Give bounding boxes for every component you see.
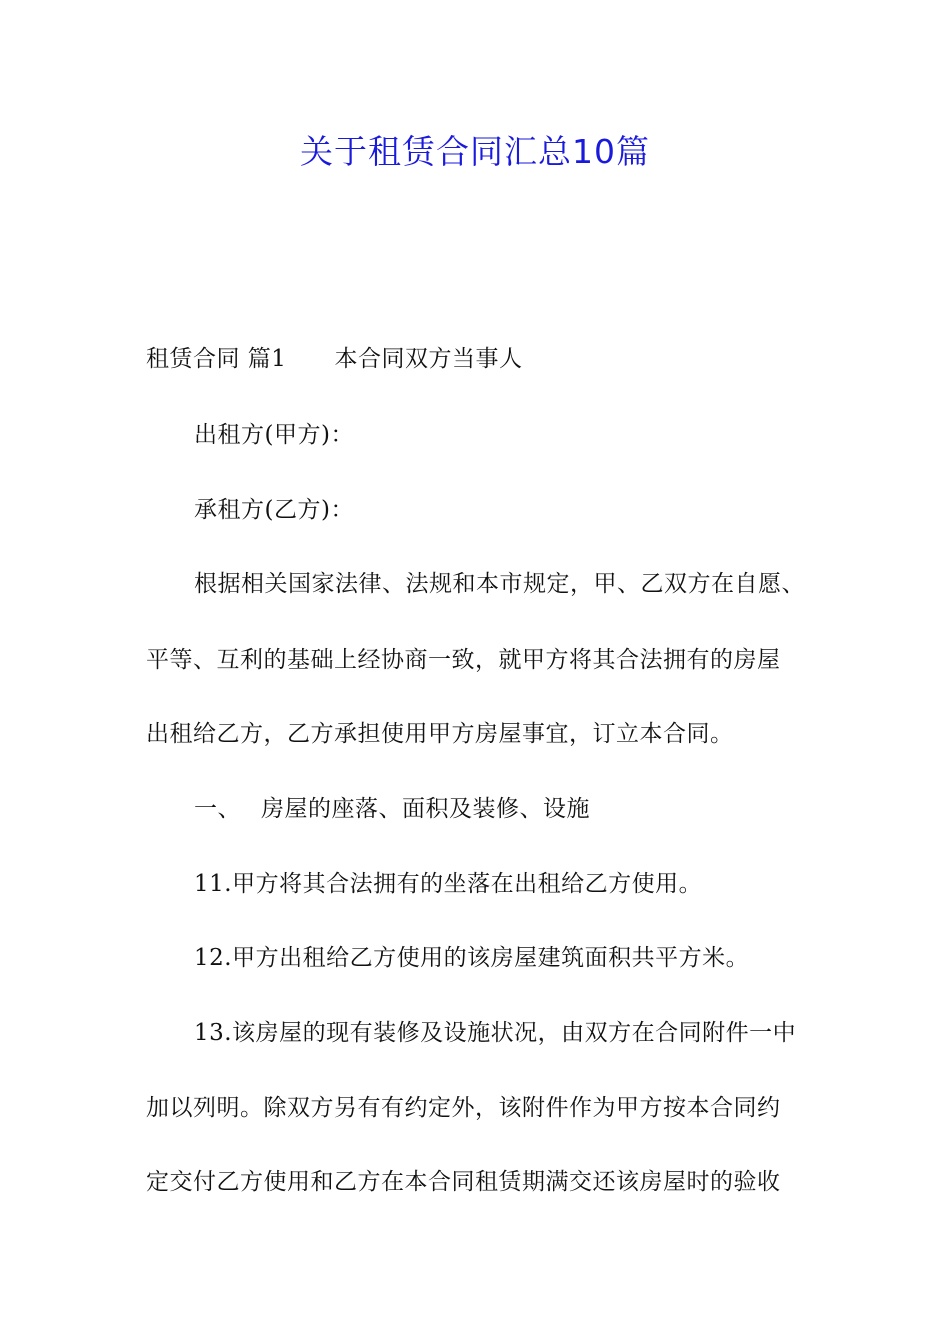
section-number: 一、 <box>194 796 241 822</box>
section-heading <box>194 792 590 826</box>
contract-parties-heading: 本合同双方当事人 <box>334 346 523 372</box>
intro-paragraph-line: 根据相关国家法律、法规和本市规定，甲、乙双方在自愿、 <box>194 571 805 597</box>
clause-13-line: 定交付乙方使用和乙方在本合同租赁期满交还该房屋时的验收 <box>146 1169 781 1195</box>
lessor-line: 出租方(甲方)： <box>194 422 354 448</box>
clause-12: 12.甲方出租给乙方使用的该房屋建筑面积共平方米。 <box>194 945 750 971</box>
section-title: 房屋的座落、面积及装修、设施 <box>261 796 590 822</box>
clause-11: 11.甲方将其合法拥有的坐落在出租给乙方使用。 <box>194 871 703 897</box>
document-title: 关于租赁合同汇总10篇 <box>300 132 650 171</box>
lessee-line: 承租方(乙方)： <box>194 497 354 523</box>
intro-paragraph-line: 平等、互利的基础上经协商一致，就甲方将其合法拥有的房屋 <box>146 647 781 673</box>
contract-heading <box>146 342 522 376</box>
clause-13-line: 13.该房屋的现有装修及设施状况，由双方在合同附件一中 <box>194 1020 797 1046</box>
intro-paragraph-line: 出租给乙方，乙方承担使用甲方房屋事宜，订立本合同。 <box>146 721 734 747</box>
contract-heading-label: 租赁合同 篇1 <box>146 346 287 372</box>
clause-13-line: 加以列明。除双方另有有约定外，该附件作为甲方按本合同约 <box>146 1095 781 1121</box>
